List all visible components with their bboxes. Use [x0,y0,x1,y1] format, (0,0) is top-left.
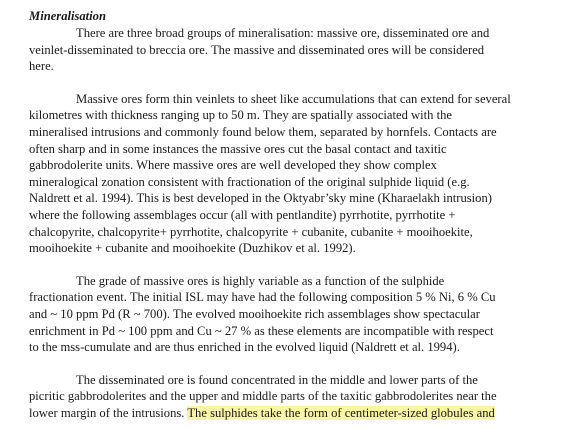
line-text: chalcopyrite, chalcopyrite+ pyrrhotite, chalcopyrite + cubanite, cubanite + mooihoekite, [29,224,473,239]
section-heading: Mineralisation [29,9,106,23]
line-text: mineralogical zonation consistent with fractionation of the original sulphide liquid (e.g. [29,174,470,189]
line-text: often sharp and in some instances the massive ores cut the basal contact and taxitic [29,141,447,156]
paragraph [29,372,564,422]
line-text: and ~ 10 ppm Pd (R ~ 700). The evolved mooihoekite rich assemblages show spectacular [29,306,480,321]
line-text: The grade of massive ores is highly variable as a function of the sulphide [76,273,445,288]
text-line [29,339,564,356]
text-line [29,289,564,306]
line-text: fractionation event. The initial ISL may have had the following composition 5 % Ni, 6 % Cu [29,290,496,305]
text-line [29,190,564,207]
line-text: mineralised intrusions and commonly found below them, separated by hornfels. Contacts are [29,124,497,139]
document-page [29,8,564,421]
line-text: here. [29,59,54,74]
text-line [29,42,564,59]
text-line [29,306,564,323]
line-text: gabbrodolerite units. Where massive ores are well developed they show complex [29,158,437,173]
line-text: veinlet-disseminated to breccia ore. The massive and disseminated ores will be considered [29,42,485,57]
text-line [29,141,564,158]
line-text: kilometres with thickness ranging up to 50 m. They are spatially associated with the [29,108,452,123]
paragraph-gap [29,257,564,273]
text-line [29,25,564,42]
paragraph-gap [29,356,564,372]
text-line [29,405,564,422]
highlighted-text: The sulphides take the form of centimeter-sized globules and [187,405,495,420]
paragraph [29,273,564,356]
text-line [29,323,564,340]
line-text: The disseminated ore is found concentrated in the middle and lower parts of the [76,372,478,387]
text-line [29,157,564,174]
text-line [29,91,564,108]
text-line [29,224,564,241]
line-text: enrichment in Pd ~ 100 ppm and Cu ~ 27 % as these elements are incompatible with respect [29,323,494,338]
line-text: There are three broad groups of mineralisation: massive ore, disseminated ore and [76,26,490,40]
line-text: picritic gabbrodolerites and the upper and middle parts of the taxitic gabbrodolerites near the [29,389,497,404]
text-line [29,174,564,191]
line-text: where the following assemblages occur (all with pentlandite) pyrrhotite, pyrrhotite + [29,207,456,222]
text-line [29,240,564,257]
paragraph [29,91,564,257]
paragraph [29,25,564,75]
paragraph-gap [29,75,564,91]
line-text: Naldrett et al. 1994). This is best developed in the Oktyabr’sky mine (Kharaelakh intrusion) [29,191,492,206]
line-text: Massive ores form thin veinlets to sheet like accumulations that can extend for several [76,91,511,106]
text-line [29,273,564,290]
line-text: to the mss-cumulate and are thus enriched in the evolved liquid (Naldrett et al. 1994). [29,340,460,355]
text-line [29,107,564,124]
text-line [29,388,564,405]
text-line [29,124,564,141]
text-line [29,207,564,224]
line-text: lower margin of the intrusions. [29,405,188,420]
text-line [29,58,564,75]
line-text: mooihoekite + cubanite and mooihoekite (Duzhikov et al. 1992). [29,241,356,256]
text-line [29,372,564,389]
document-body [29,25,564,421]
